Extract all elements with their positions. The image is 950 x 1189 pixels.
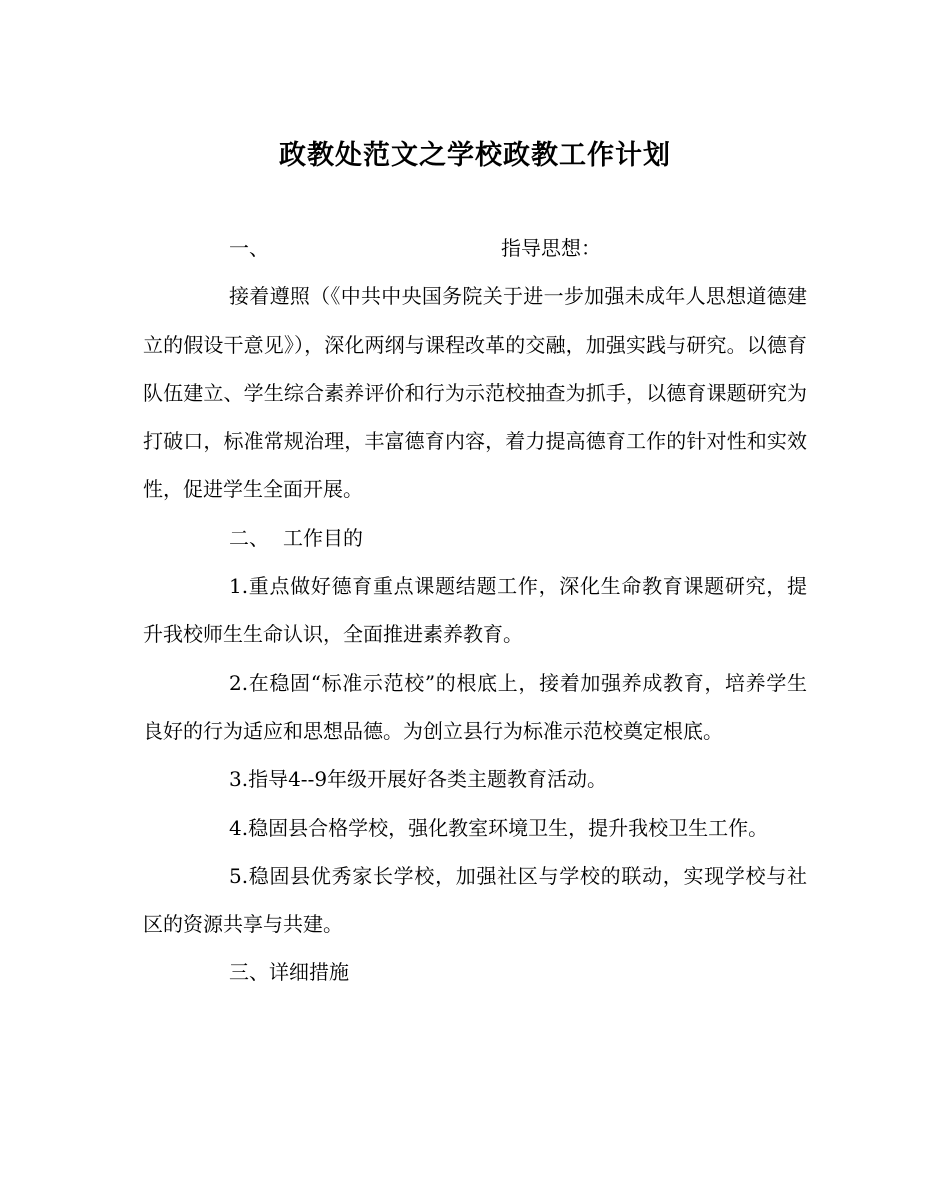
document-title: 政教处范文之学校政教工作计划 — [279, 140, 671, 171]
document-body — [143, 224, 807, 997]
section-number-1: 一、 — [229, 236, 269, 260]
section-title-2: 工作目的 — [283, 525, 363, 550]
goal-item-5: 5.稳固县优秀家长学校，加强社区与学校的联动，实现学校与社区的资源共享与共建。 — [143, 863, 807, 937]
section-title-3: 三、详细措施 — [229, 960, 349, 985]
goal-item-4: 4.稳固县合格学校，强化教室环境卫生，提升我校卫生工作。 — [229, 815, 769, 840]
goal-item-2: 2.在稳固“标准示范校”的根底上，接着加强养成教育，培养学生良好的行为适应和思想品德。为创立县行为标准示范校奠定根底。 — [143, 670, 807, 743]
goal-item-3: 3.指导4--9年级开展好各类主题教育活动。 — [229, 767, 608, 792]
paragraph-guiding-thought: 接着遵照（《中共中央国务院关于进一步加强未成年人思想道德建立的假设干意见》），深化两纲与课程改革的交融，加强实践与研究。以德育队伍建立、学生综合素养评价和行为示范校抽查为抓手，以德育课题研究为打破口，标准常规治理，丰富德育内容，着力提高德育工作的针对性和实效性，促进学生全面开展。 — [143, 284, 807, 502]
section-number-2: 二、 — [229, 525, 269, 550]
section-heading-2 — [143, 514, 807, 562]
section-title-1: 指导思想： — [501, 236, 601, 260]
section-heading-3 — [143, 948, 807, 996]
section-heading-1 — [143, 224, 807, 272]
goal-item-1: 1.重点做好德育重点课题结题工作，深化生命教育课题研究，提升我校师生生命认识，全面推进素养教育。 — [143, 574, 807, 647]
